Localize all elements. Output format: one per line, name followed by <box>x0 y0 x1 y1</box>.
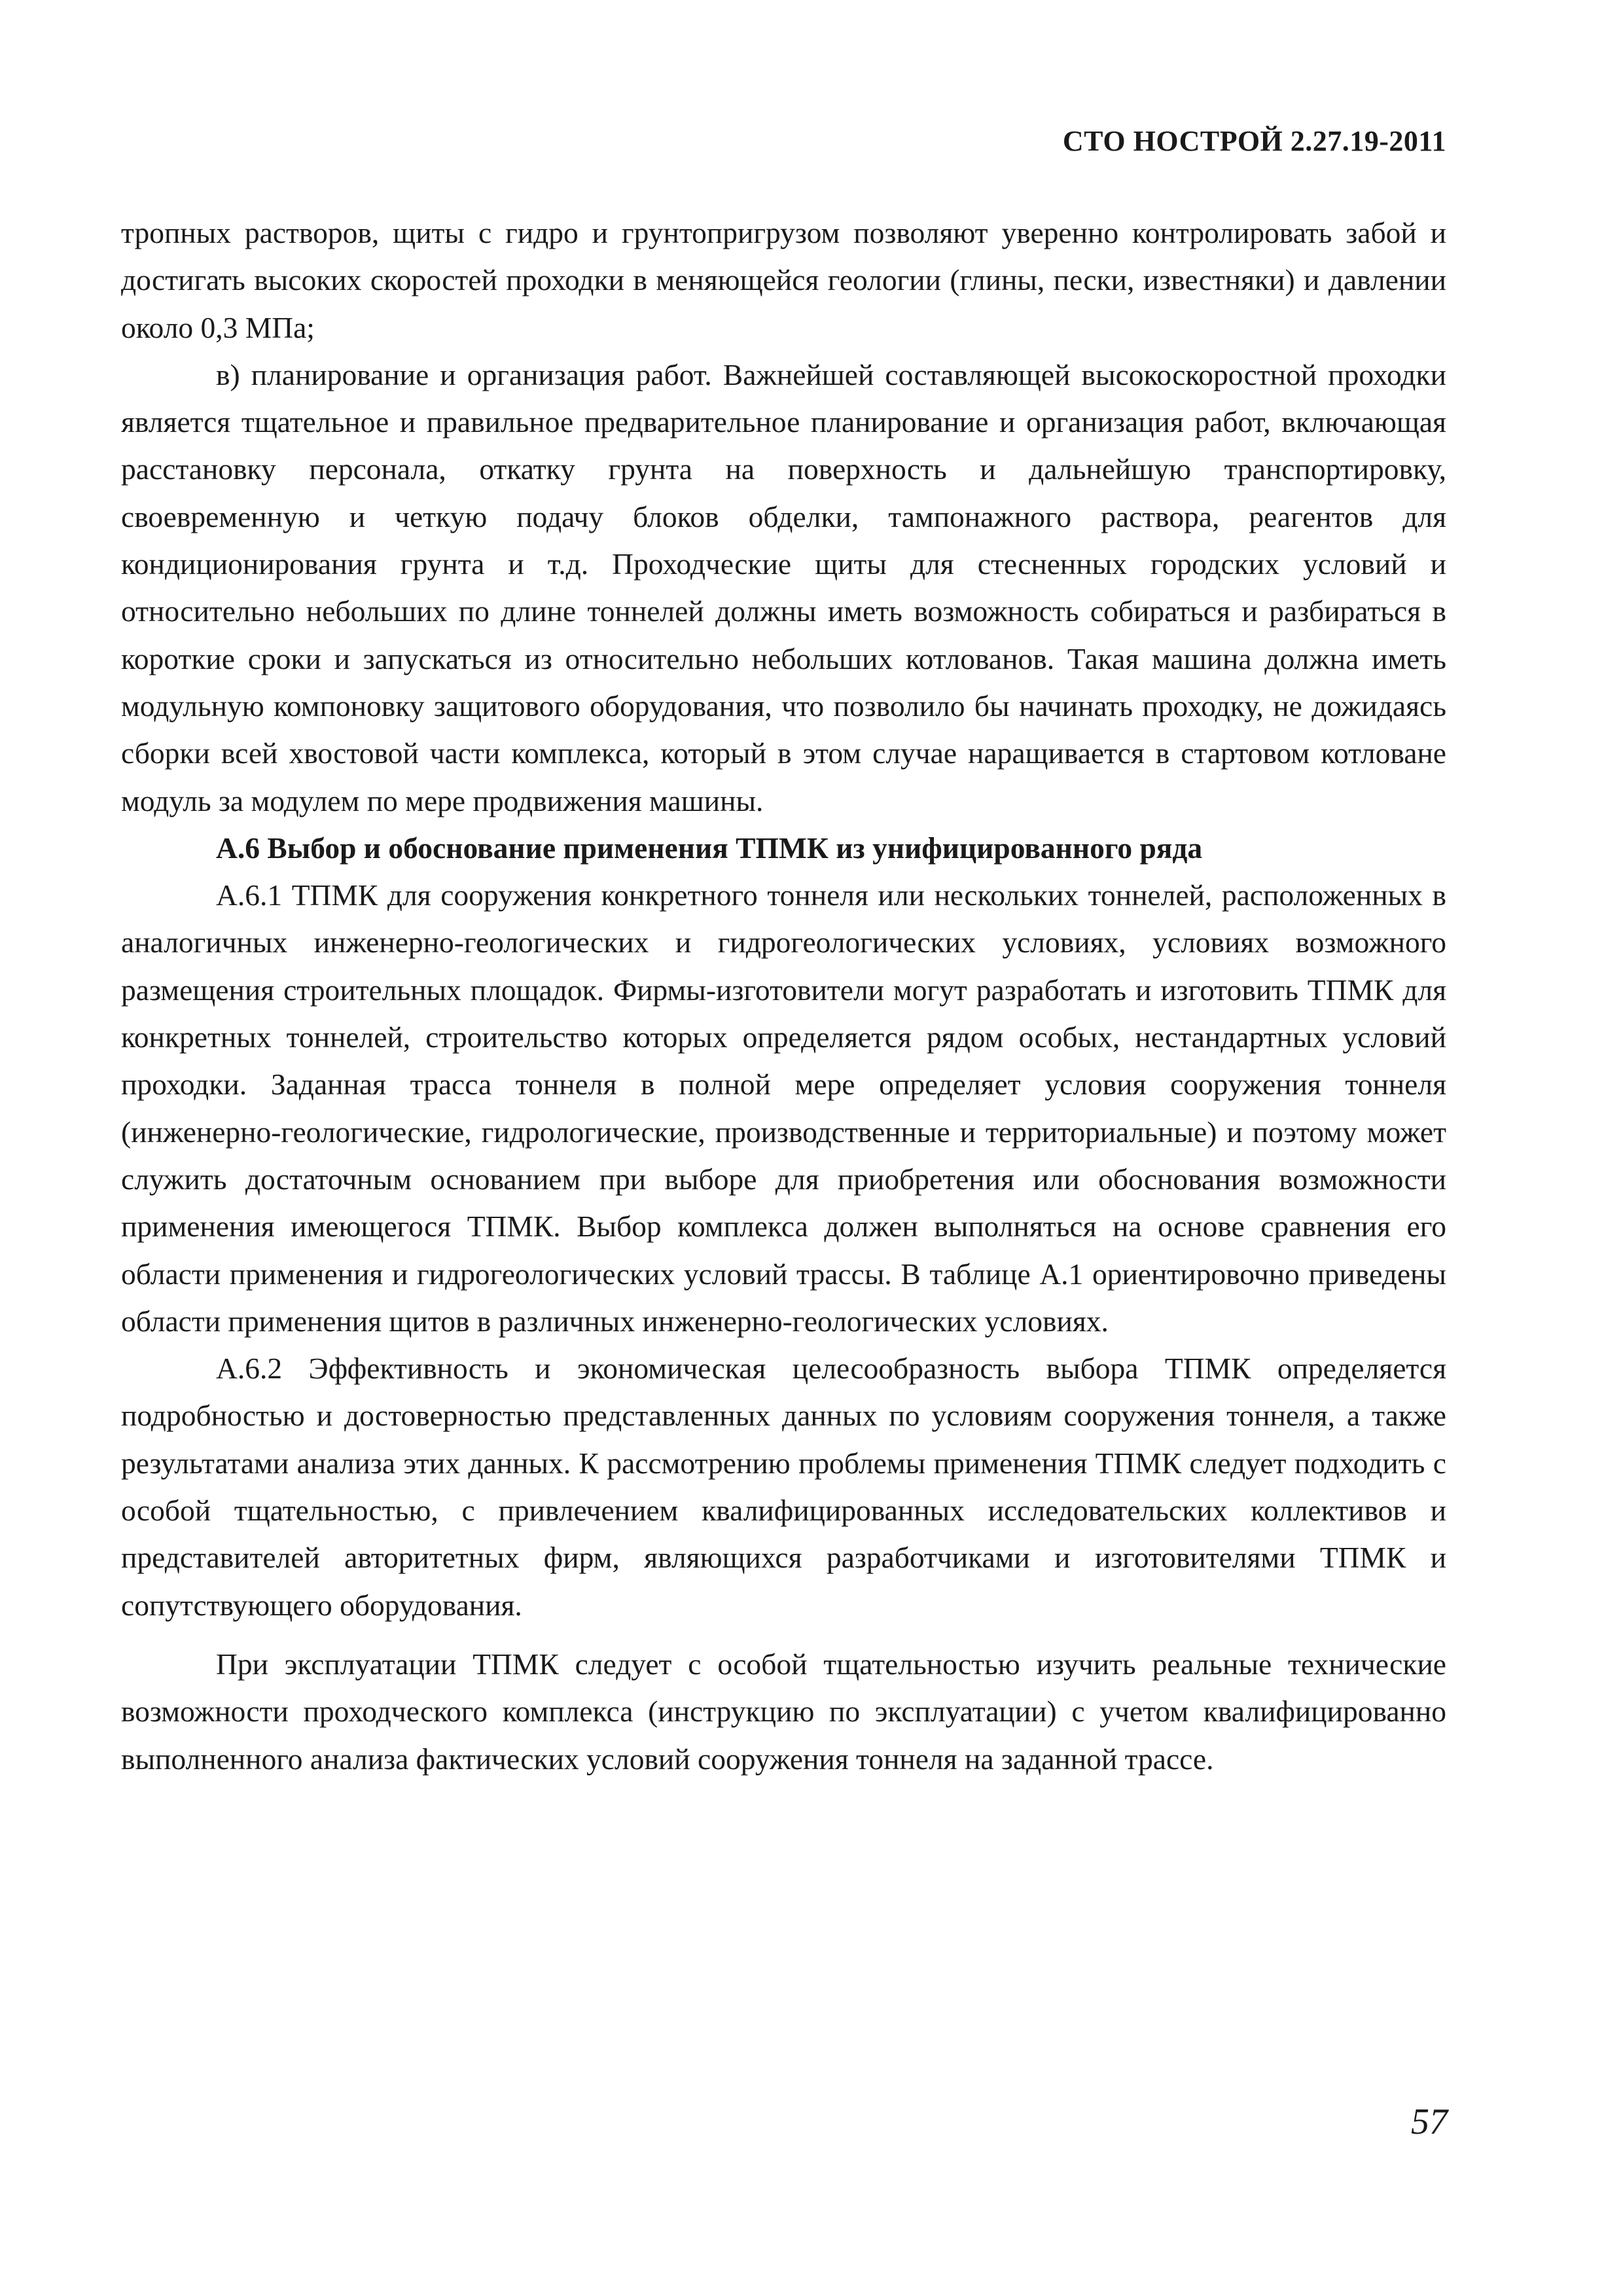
paragraph-operation: При эксплуатации ТПМК следует с особой тщательностью изучить реальные технические возможности проходческого комплекса (инструкцию по эксплуатации) с учетом квалифицированно выполненного анализа фактических условий сооружения тоннеля на заданной трассе. <box>121 1647 1446 1776</box>
section-heading-a6: А.6 Выбор и обоснование применения ТПМК из унифицированного ряда <box>216 831 1203 865</box>
paragraph-continuation: тропных растворов, щиты с гидро и грунтопригрузом позволяют уверенно контролировать забой и достигать высоких скоростей проходки в меняющейся геологии (глины, пески, известняки) и давлении около 0,3 МПа; <box>121 216 1446 344</box>
paragraph-a6-2: А.6.2 Эффективность и экономическая целесообразность выбора ТПМК определяется подробностью и достоверностью представленных данных по условиям сооружения тоннеля, а также результатами анализа этих данных. К рассмотрению проблемы применения ТПМК следует подходить с особой тщательностью, с привлечением квалифицированных исследовательских коллективов и представителей авторитетных фирм, являющихся разработчиками и изготовителями ТПМК и сопутствующего оборудования. <box>121 1352 1446 1622</box>
body-text <box>121 209 1446 1783</box>
paragraph-planning: в) планирование и организация работ. Важнейшей составляющей высокоскоростной проходки является тщательное и правильное предварительное планирование и организация работ, включающая расстановку персонала, откатку грунта на поверхность и дальнейшую транспортировку, своевременную и четкую подачу блоков обделки, тампонажного раствора, реагентов для кондиционирования грунта и т.д. Проходческие щиты для стесненных городских условий и относительно небольших по длине тоннелей должны иметь возможность собираться и разбираться в короткие сроки и запускаться из относительно небольших котлованов. Такая машина должна иметь модульную компоновку защитового оборудования, что позволило бы начинать проходку, не дожидаясь сборки всей хвостовой части комплекса, который в этом случае наращивается в стартовом котловане модуль за модулем по мере продвижения машины. <box>121 357 1446 817</box>
page-number: 57 <box>1411 2102 1448 2142</box>
paragraph-a6-1: А.6.1 ТПМК для сооружения конкретного тоннеля или нескольких тоннелей, расположенных в аналогичных инженерно-геологических и гидрогеологических условиях, условиях возможного размещения строительных площадок. Фирмы-изготовители могут разработать и изготовить ТПМК для конкретных тоннелей, строительство которых определяется рядом особых, нестандартных условий проходки. Заданная трасса тоннеля в полной мере определяет условия сооружения тоннеля (инженерно-геологические, гидрологические, производственные и территориальные) и поэтому может служить достаточным основанием при выборе для приобретения или обоснования возможности применения имеющегося ТПМК. Выбор комплекса должен выполняться на основе сравнения его области применения и гидрогеологических условий трассы. В таблице А.1 ориентировочно приведены области применения щитов в различных инженерно-геологических условиях. <box>121 878 1446 1338</box>
document-code-header: СТО НОСТРОЙ 2.27.19-2011 <box>1062 125 1446 157</box>
